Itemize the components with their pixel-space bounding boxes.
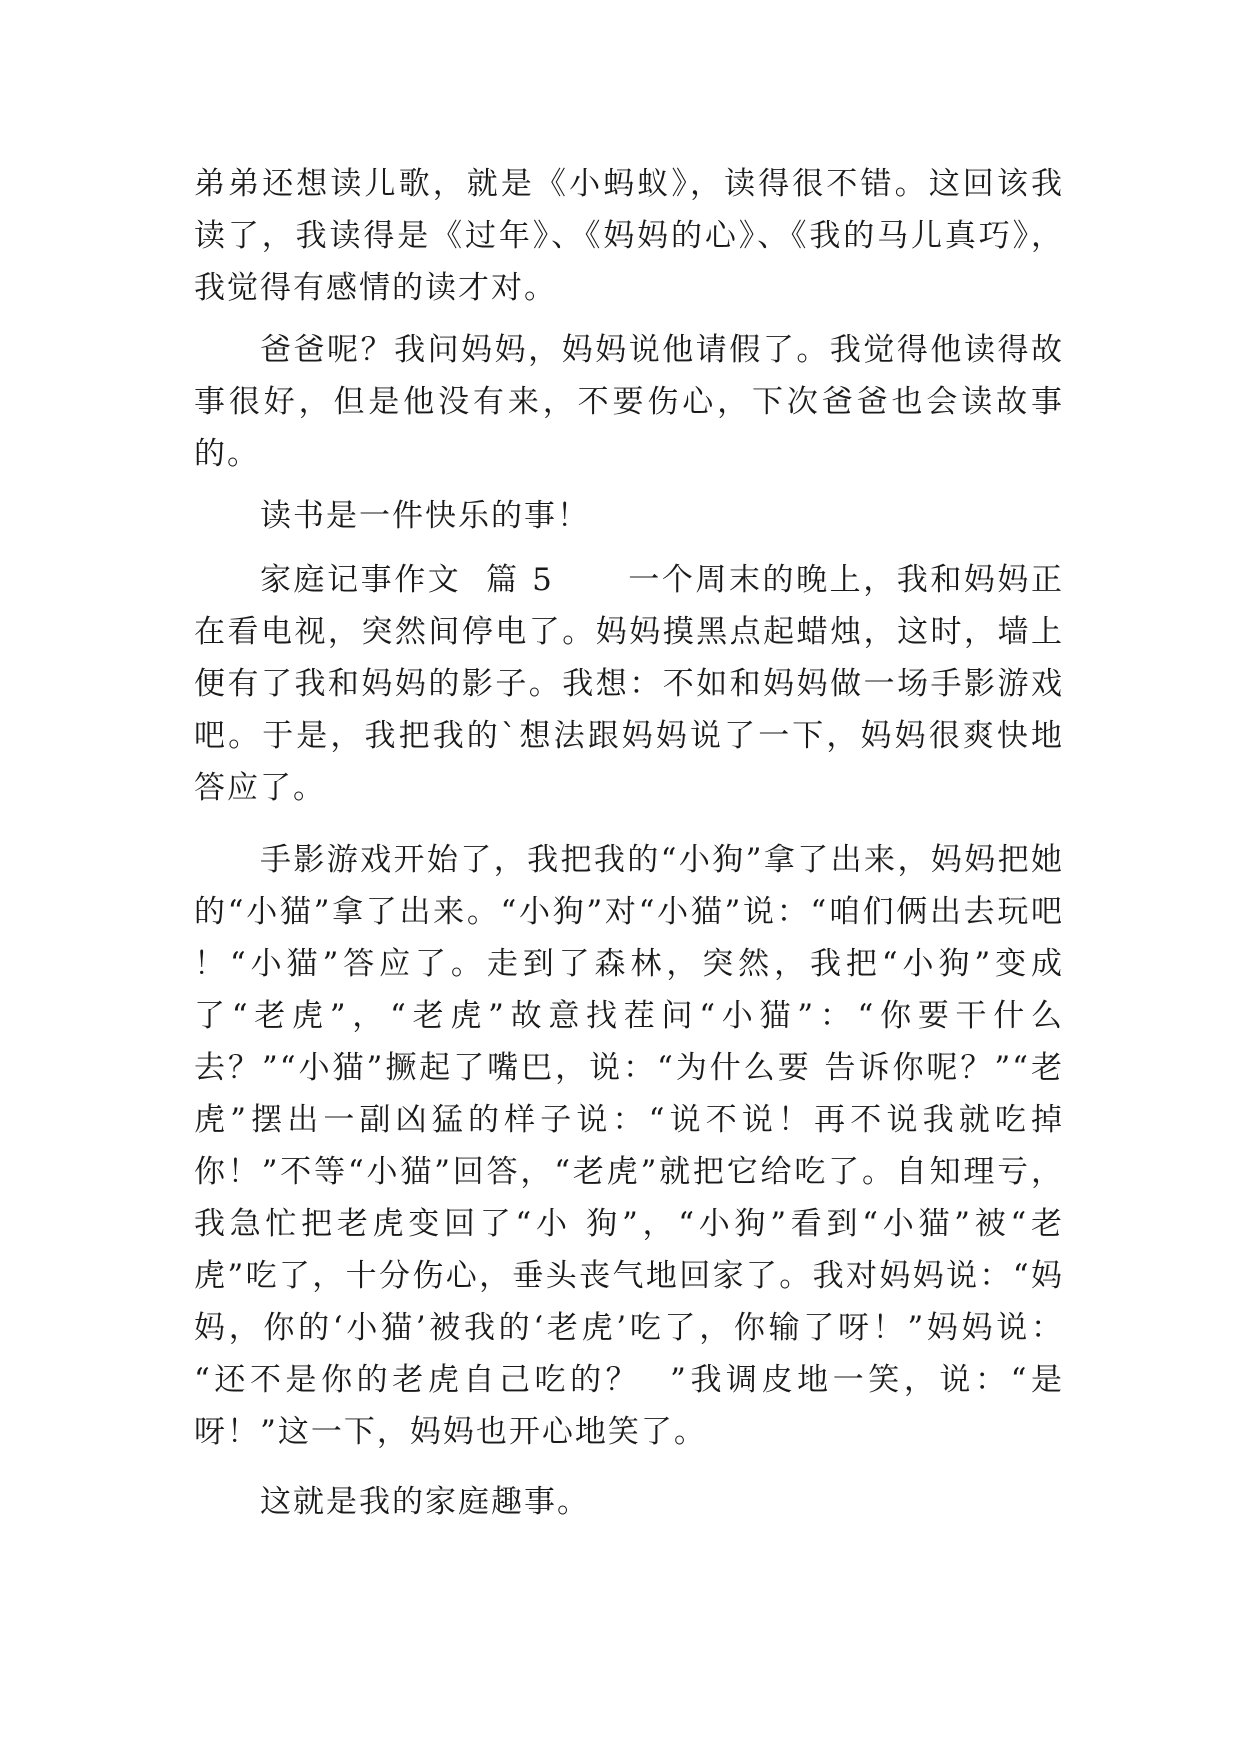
paragraph-reading-continued: 弟弟还想读儿歌，就是《小蚂蚁》，读得很不错。这回该我读了，我读得是《过年》、《妈妈的心》、《我的马儿真巧》，我觉得有感情的读才对。: [194, 166, 1064, 306]
paragraph-dad-absent: 爸爸呢？我问妈妈，妈妈说他请假了。我觉得他读得故事很好，但是他没有来，不要伤心，下次爸爸也会读故事的。: [194, 332, 1064, 472]
paragraph-reading-is-fun: 读书是一件快乐的事！: [260, 498, 590, 534]
paragraph-closing: 这就是我的家庭趣事。: [260, 1484, 590, 1520]
paragraph-essay-5-intro: 家庭记事作文 篇 5 一个周末的晚上，我和妈妈正在看电视，突然间停电了。妈妈摸黑点起蜡烛，这时，墙上便有了我和妈妈的影子。我想：不如和妈妈做一场手影游戏吧。于是，我把我的`想法跟妈妈说了一下，妈妈很爽快地答应了。: [194, 562, 1064, 806]
document-body: [194, 158, 1088, 1528]
paragraph-shadow-game: 手影游戏开始了，我把我的“小狗”拿了出来，妈妈把她的“小猫”拿了出来。“小狗”对“小猫”说：“咱们俩出去玩吧 ！“小猫”答应了。走到了森林，突然，我把“小狗”变成了“老虎”，“老虎”故意找茬问“小猫”：“你要干什么去？”“小猫”撅起了嘴巴，说：“为什么要 告诉你呢？”“老虎”摆出一副凶猛的样子说：“说不说！再不说我就吃掉你！”不等“小猫”回答，“老虎”就把它给吃了。自知理亏，我急忙把老虎变回了“小 狗”，“小狗”看到“小猫”被“老虎”吃了，十分伤心，垂头丧气地回家了。我对妈妈说：“妈妈，你的‘小猫’被我的‘老虎’吃了，你输了呀！”妈妈说： “还不是你的老虎自己吃的？ ”我调皮地一笑，说：“是呀！”这一下，妈妈也开心地笑了。: [194, 842, 1088, 1450]
